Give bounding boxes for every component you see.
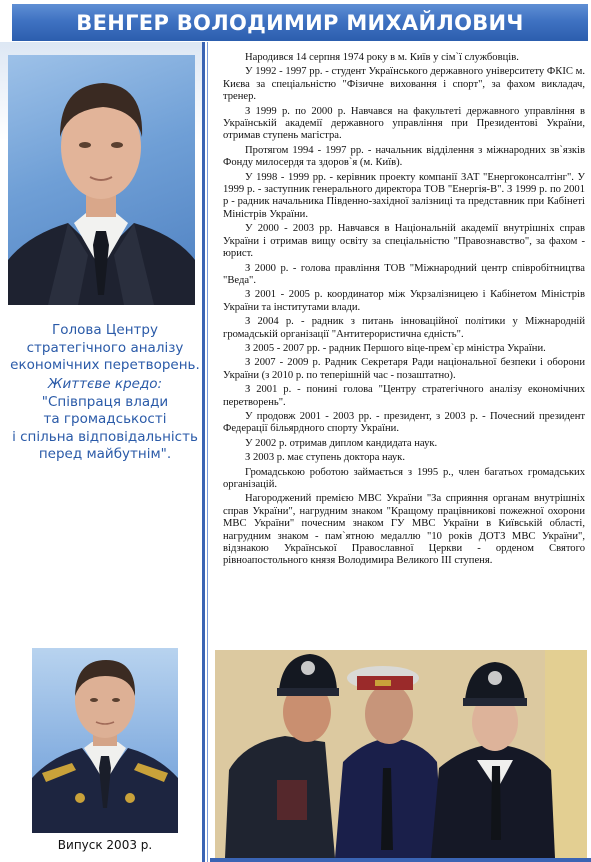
bio-paragraph: З 2001 р. - понині голова "Центру стратегічного аналізу економічних перетворень". bbox=[223, 384, 585, 408]
portrait-photo bbox=[8, 55, 195, 305]
group-photo bbox=[215, 650, 587, 858]
bio-paragraph: У 1992 - 1997 рр. - студент Українського державного університету ФКІС м. Києва за спеціальністю "Фізичне виховання і спорт", за фахом викладач, тренер. bbox=[223, 66, 585, 103]
graduation-photo bbox=[32, 648, 178, 833]
bio-paragraph: З 2001 - 2005 р. координатор між Укрзалізницею і Кабінетом Міністрів України та інститутами влади. bbox=[223, 289, 585, 313]
position-line: Голова Центру bbox=[52, 322, 158, 338]
creed-line: та громадськості bbox=[43, 411, 167, 427]
bio-paragraph: Громадською роботою займається з 1995 р., член багатьох громадських організацій. bbox=[223, 466, 585, 490]
column-divider bbox=[202, 42, 205, 862]
life-creed bbox=[8, 376, 202, 464]
graduation-caption: Випуск 2003 р. bbox=[57, 838, 153, 852]
position-line: економічних перетворень. bbox=[10, 357, 200, 373]
position-caption bbox=[8, 322, 202, 375]
bio-paragraph: З 2003 р. має ступень доктора наук. bbox=[245, 452, 405, 464]
page-header bbox=[12, 4, 588, 41]
bio-paragraph: Народився 14 серпня 1974 року в м. Київ у сім`ї службовців. bbox=[245, 52, 519, 63]
page-title: ВЕНГЕР ВОЛОДИМИР МИХАЙЛОВИЧ bbox=[76, 10, 524, 35]
bio-paragraph: З 2004 р. - радник з питань інноваційної політики у Міжнародній громадській організації "Антитерористична єдність". bbox=[223, 316, 585, 340]
bio-paragraph: З 2007 - 2009 р. Радник Секретаря Ради національної безпеки і оборони України (з 2010 р. по теперішній час - позаштатно). bbox=[223, 357, 585, 381]
biography-text bbox=[223, 52, 585, 570]
creed-label: Життєве кредо: bbox=[47, 376, 163, 392]
bio-paragraph: У 2000 - 2003 рр. Навчався в Національній академії внутрішніх справ України і отримав вищу освіту за спеціальністю "Правознавство", за фахом - юрист. bbox=[223, 223, 585, 260]
bio-paragraph: У 1998 - 1999 рр. - керівник проекту компанії ЗАТ "Енергоконсалтінг". У 1999 р. - заступник генерального директора ТОВ "Енергія-В". З 1999 р. по 2001 р - радник начальника Південно-західної залізниці та представник при Кабінеті Міністрів України. bbox=[223, 171, 585, 220]
bio-paragraph: У продовж 2001 - 2003 рр. - президент, з 2003 р. - Почесний президент Федерації більярдного спорту України. bbox=[223, 410, 585, 435]
bio-paragraph: Протягом 1994 - 1997 рр. - начальник відділення з міжнародних зв`язків Фонду милосердя та здоров`я (м. Київ). bbox=[223, 144, 585, 169]
creed-line: і спільна відповідальність bbox=[12, 428, 198, 445]
creed-line: перед майбутнім". bbox=[38, 446, 172, 462]
bio-paragraph: Нагороджений премією МВС України "За сприяння органам внутрішніх справ України", нагрудним знаком "Кращому працівникові пожежної охорони МВС України" почесним знаком ГУ МВС України в Київській області, нагрудним знаком - пам`ятною медаллю "10 років ДОТЗ МВС України", відзнакою Української Православної Церкви - орденом Святого рівноапостольного князя Володимира Великого ІІІ ступеня. bbox=[223, 493, 585, 567]
bottom-bar bbox=[210, 858, 591, 862]
bio-paragraph: У 2002 р. отримав диплом кандидата наук. bbox=[245, 437, 438, 449]
bio-paragraph: З 2000 р. - голова правління ТОВ "Міжнародний центр співробітництва "Веда". bbox=[223, 262, 585, 286]
column-divider-thin bbox=[207, 42, 208, 862]
bio-paragraph: З 1999 р. по 2000 р. Навчався на факультеті державного управління в Українській академії державного управління при Президентові України, отримав ступень магістра. bbox=[223, 105, 585, 142]
position-line: стратегічного аналізу bbox=[26, 339, 184, 356]
creed-line: "Співпраця влади bbox=[41, 393, 169, 410]
bio-paragraph: З 2005 - 2007 рр. - радник Першого віце-прем`єр міністра України. bbox=[245, 342, 546, 354]
